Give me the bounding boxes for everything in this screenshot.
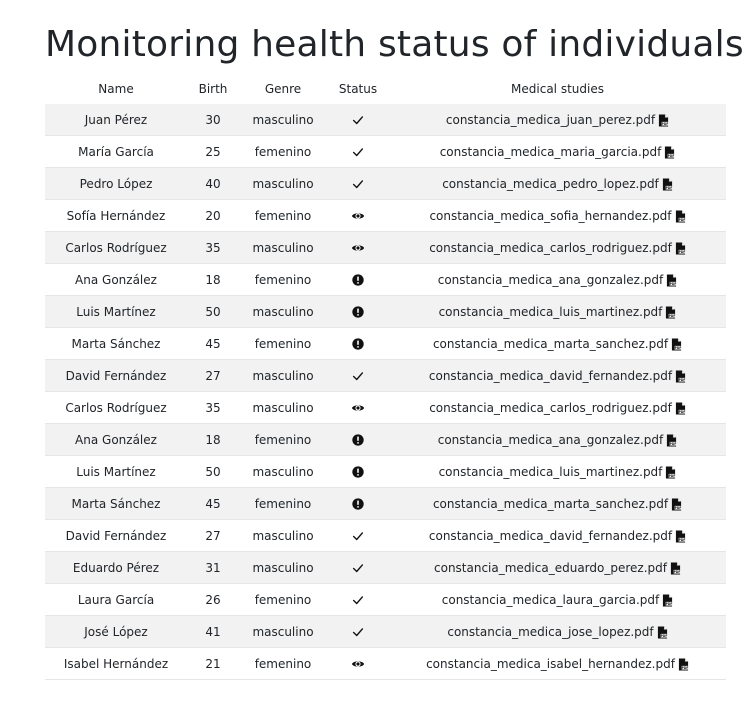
cell-birth: 20 — [187, 200, 239, 232]
check-icon — [351, 528, 365, 542]
table-row — [45, 648, 726, 680]
cell-status — [327, 168, 389, 200]
cell-birth: 27 — [187, 520, 239, 552]
header-genre: Genre — [264, 82, 302, 96]
cell-name: Pedro López — [45, 168, 187, 200]
medical-study-file-link[interactable] — [439, 465, 677, 479]
file-name: constancia_medica_marta_sanchez.pdf — [432, 496, 669, 511]
cell-genre: masculino — [239, 232, 327, 264]
svg-text:PDF: PDF — [674, 345, 682, 350]
file-name: constancia_medica_isabel_hernandez.pdf — [426, 656, 675, 671]
check-icon — [351, 624, 365, 638]
cell-birth: 26 — [187, 584, 239, 616]
table-row — [45, 456, 726, 488]
alert-icon — [351, 304, 365, 318]
cell-medical-studies — [389, 488, 726, 520]
svg-text:PDF: PDF — [660, 633, 668, 638]
svg-text:PDF: PDF — [678, 377, 686, 382]
alert-icon — [351, 464, 365, 478]
cell-status — [327, 584, 389, 616]
cell-genre: masculino — [239, 168, 327, 200]
cell-medical-studies — [389, 232, 726, 264]
cell-status — [327, 360, 389, 392]
pdf-file-icon — [657, 625, 668, 639]
svg-text:PDF: PDF — [678, 249, 686, 254]
table-row — [45, 296, 726, 328]
pdf-file-icon — [664, 145, 675, 159]
table-row — [45, 104, 726, 136]
table-row — [45, 136, 726, 168]
medical-study-file-link[interactable] — [438, 433, 678, 447]
cell-genre: masculino — [239, 456, 327, 488]
cell-name: David Fernández — [45, 520, 187, 552]
cell-genre: femenino — [239, 584, 327, 616]
pdf-file-icon — [671, 497, 682, 511]
table-header-row — [45, 74, 726, 104]
medical-study-file-link[interactable] — [440, 145, 676, 159]
cell-genre: masculino — [239, 392, 327, 424]
cell-medical-studies — [389, 296, 726, 328]
svg-text:PDF: PDF — [667, 153, 675, 158]
cell-status — [327, 488, 389, 520]
cell-name: Laura García — [45, 584, 187, 616]
cell-medical-studies — [389, 552, 726, 584]
cell-genre: masculino — [239, 520, 327, 552]
pdf-file-icon — [662, 177, 673, 191]
cell-genre: femenino — [239, 328, 327, 360]
svg-text:PDF: PDF — [665, 601, 673, 606]
cell-status — [327, 456, 389, 488]
check-icon — [351, 592, 365, 606]
medical-study-file-link[interactable] — [433, 497, 682, 511]
cell-birth: 30 — [187, 104, 239, 136]
file-name: constancia_medica_carlos_rodriguez.pdf — [429, 400, 672, 415]
svg-text:PDF: PDF — [669, 441, 677, 446]
cell-name: David Fernández — [45, 360, 187, 392]
file-name: constancia_medica_eduardo_perez.pdf — [434, 560, 667, 575]
cell-genre: masculino — [239, 360, 327, 392]
cell-name: Marta Sánchez — [45, 488, 187, 520]
cell-genre: femenino — [239, 200, 327, 232]
check-icon — [351, 112, 365, 126]
cell-medical-studies — [389, 456, 726, 488]
svg-text:PDF: PDF — [669, 473, 676, 478]
svg-text:PDF: PDF — [661, 121, 669, 126]
cell-birth: 35 — [187, 232, 239, 264]
table-row — [45, 168, 726, 200]
medical-study-file-link[interactable] — [439, 305, 677, 319]
pdf-file-icon — [665, 305, 676, 319]
medical-study-file-link[interactable] — [429, 209, 685, 223]
cell-birth: 27 — [187, 360, 239, 392]
cell-name: Marta Sánchez — [45, 328, 187, 360]
medical-study-file-link[interactable] — [446, 113, 669, 127]
header-medical-studies: Medical studies — [511, 82, 604, 96]
file-name: constancia_medica_luis_martinez.pdf — [438, 304, 663, 319]
page-title: Monitoring health status of individuals — [45, 24, 744, 65]
cell-genre: masculino — [239, 616, 327, 648]
cell-medical-studies — [389, 392, 726, 424]
cell-medical-studies — [389, 424, 726, 456]
pdf-file-icon — [675, 369, 686, 383]
medical-study-file-link[interactable] — [434, 561, 681, 575]
file-name: constancia_medica_carlos_rodriguez.pdf — [429, 240, 672, 255]
cell-genre: femenino — [239, 136, 327, 168]
cell-medical-studies — [389, 648, 726, 680]
cell-medical-studies — [389, 104, 726, 136]
check-icon — [351, 144, 365, 158]
header-status: Status — [338, 82, 378, 96]
file-name: constancia_medica_ana_gonzalez.pdf — [437, 272, 664, 287]
cell-status — [327, 520, 389, 552]
cell-status — [327, 552, 389, 584]
cell-medical-studies — [389, 520, 726, 552]
cell-birth: 21 — [187, 648, 239, 680]
table-row — [45, 520, 726, 552]
medical-study-file-link[interactable] — [442, 177, 673, 191]
cell-medical-studies — [389, 328, 726, 360]
table-row — [45, 264, 726, 296]
cell-status — [327, 296, 389, 328]
pdf-file-icon — [675, 241, 686, 255]
pdf-file-icon — [671, 337, 682, 351]
cell-status — [327, 328, 389, 360]
table-row — [45, 392, 726, 424]
cell-status — [327, 232, 389, 264]
cell-name: Luis Martínez — [45, 456, 187, 488]
cell-medical-studies — [389, 616, 726, 648]
check-icon — [351, 368, 365, 382]
table-row — [45, 488, 726, 520]
cell-birth: 41 — [187, 616, 239, 648]
medical-study-file-link[interactable] — [438, 273, 678, 287]
medical-study-file-link[interactable] — [442, 593, 674, 607]
cell-genre: masculino — [239, 296, 327, 328]
svg-text:PDF: PDF — [665, 185, 673, 190]
pdf-file-icon — [665, 465, 676, 479]
table-row — [45, 616, 726, 648]
check-icon — [351, 176, 365, 190]
file-name: constancia_medica_pedro_lopez.pdf — [442, 176, 659, 191]
header-birth: Birth — [198, 82, 228, 96]
cell-name: Ana González — [45, 264, 187, 296]
cell-birth: 25 — [187, 136, 239, 168]
pdf-file-icon — [670, 561, 681, 575]
file-name: constancia_medica_sofia_hernandez.pdf — [429, 208, 672, 223]
pdf-file-icon — [675, 529, 686, 543]
cell-medical-studies — [389, 200, 726, 232]
eye-icon — [351, 208, 365, 222]
cell-name: Carlos Rodríguez — [45, 392, 187, 424]
cell-medical-studies — [389, 136, 726, 168]
svg-text:PDF: PDF — [678, 409, 686, 414]
cell-name: Juan Pérez — [45, 104, 187, 136]
svg-text:PDF: PDF — [678, 537, 686, 542]
cell-medical-studies — [389, 168, 726, 200]
file-name: constancia_medica_marta_sanchez.pdf — [432, 336, 669, 351]
cell-status — [327, 392, 389, 424]
cell-genre: femenino — [239, 264, 327, 296]
cell-medical-studies — [389, 264, 726, 296]
eye-icon — [351, 240, 365, 254]
medical-study-file-link[interactable] — [447, 625, 667, 639]
cell-genre: masculino — [239, 552, 327, 584]
table-body — [45, 104, 726, 680]
cell-status — [327, 424, 389, 456]
medical-study-file-link[interactable] — [429, 369, 686, 383]
cell-name: Eduardo Pérez — [45, 552, 187, 584]
pdf-file-icon — [666, 273, 677, 287]
svg-text:PDF: PDF — [678, 217, 685, 222]
cell-status — [327, 648, 389, 680]
cell-birth: 31 — [187, 552, 239, 584]
cell-status — [327, 616, 389, 648]
svg-text:PDF: PDF — [669, 281, 677, 286]
table-row — [45, 200, 726, 232]
eye-icon — [351, 656, 365, 670]
file-name: constancia_medica_david_fernandez.pdf — [428, 528, 673, 543]
pdf-file-icon — [675, 209, 686, 223]
svg-text:PDF: PDF — [673, 569, 681, 574]
table-row — [45, 360, 726, 392]
cell-name: Luis Martínez — [45, 296, 187, 328]
header-name: Name — [98, 82, 134, 96]
cell-medical-studies — [389, 360, 726, 392]
cell-name: Carlos Rodríguez — [45, 232, 187, 264]
cell-name: José López — [45, 616, 187, 648]
cell-birth: 40 — [187, 168, 239, 200]
medical-study-file-link[interactable] — [433, 337, 682, 351]
cell-birth: 35 — [187, 392, 239, 424]
cell-status — [327, 136, 389, 168]
medical-study-file-link[interactable] — [429, 241, 686, 255]
table-row — [45, 584, 726, 616]
medical-study-file-link[interactable] — [426, 657, 689, 671]
health-status-table — [45, 74, 726, 680]
cell-name: Sofía Hernández — [45, 200, 187, 232]
table-row — [45, 328, 726, 360]
cell-status — [327, 104, 389, 136]
file-name: constancia_medica_jose_lopez.pdf — [447, 624, 654, 639]
medical-study-file-link[interactable] — [429, 529, 686, 543]
cell-birth: 50 — [187, 296, 239, 328]
pdf-file-icon — [666, 433, 677, 447]
file-name: constancia_medica_luis_martinez.pdf — [438, 464, 663, 479]
svg-text:PDF: PDF — [674, 505, 682, 510]
cell-birth: 45 — [187, 328, 239, 360]
cell-name: Ana González — [45, 424, 187, 456]
cell-name: Isabel Hernández — [45, 648, 187, 680]
pdf-file-icon — [662, 593, 673, 607]
cell-genre: femenino — [239, 488, 327, 520]
cell-birth: 50 — [187, 456, 239, 488]
alert-icon — [351, 496, 365, 510]
cell-medical-studies — [389, 584, 726, 616]
file-name: constancia_medica_maria_garcia.pdf — [439, 144, 662, 159]
cell-genre: masculino — [239, 104, 327, 136]
file-name: constancia_medica_david_fernandez.pdf — [428, 368, 673, 383]
cell-status — [327, 264, 389, 296]
svg-text:PDF: PDF — [681, 665, 689, 670]
file-name: constancia_medica_ana_gonzalez.pdf — [437, 432, 664, 447]
file-name: constancia_medica_juan_perez.pdf — [445, 112, 656, 127]
check-icon — [351, 560, 365, 574]
svg-text:PDF: PDF — [669, 313, 676, 318]
medical-study-file-link[interactable] — [429, 401, 686, 415]
file-name: constancia_medica_laura_garcia.pdf — [441, 592, 660, 607]
table-row — [45, 424, 726, 456]
cell-name: María García — [45, 136, 187, 168]
cell-genre: femenino — [239, 648, 327, 680]
pdf-file-icon — [658, 113, 669, 127]
cell-birth: 18 — [187, 424, 239, 456]
pdf-file-icon — [678, 657, 689, 671]
alert-icon — [351, 272, 365, 286]
eye-icon — [351, 400, 365, 414]
alert-icon — [351, 432, 365, 446]
cell-genre: femenino — [239, 424, 327, 456]
cell-birth: 18 — [187, 264, 239, 296]
table-row — [45, 232, 726, 264]
pdf-file-icon — [675, 401, 686, 415]
cell-status — [327, 200, 389, 232]
cell-birth: 45 — [187, 488, 239, 520]
table-row — [45, 552, 726, 584]
alert-icon — [351, 336, 365, 350]
